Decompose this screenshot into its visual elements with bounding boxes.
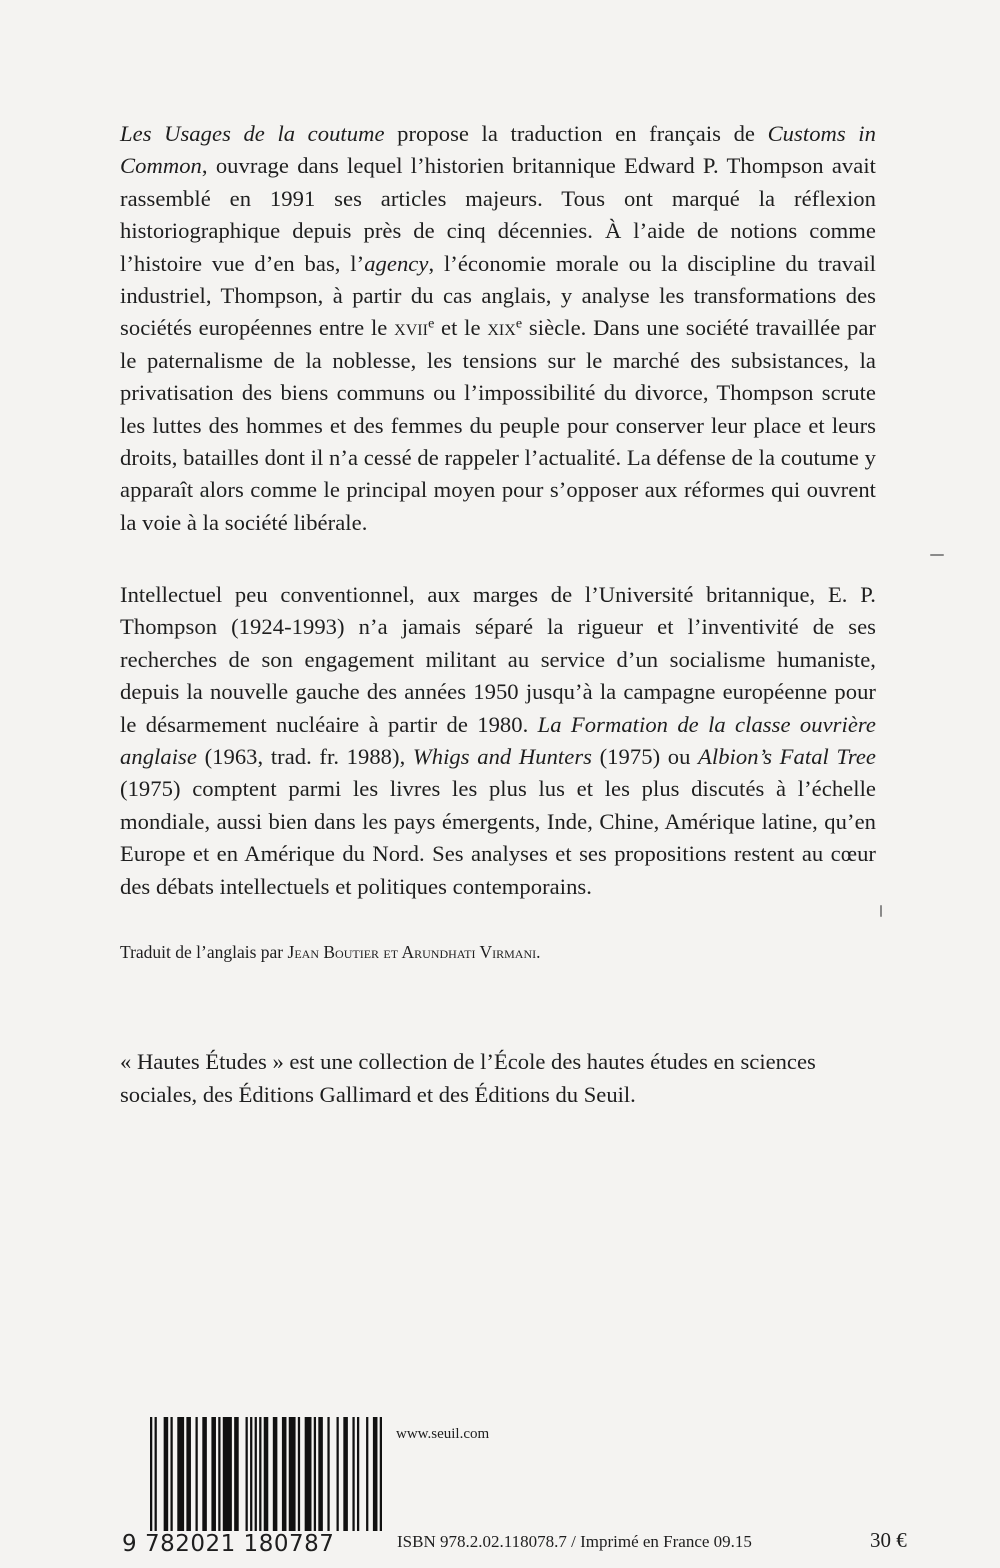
price: 30 € [870, 1528, 907, 1552]
barcode-bar [273, 1417, 278, 1531]
barcode-bar [164, 1417, 169, 1531]
barcode-bar [357, 1417, 359, 1531]
barcode-bar [150, 1417, 152, 1531]
translator-names: Jean Boutier et Arundhati Virmani. [287, 942, 541, 962]
barcode-bar [218, 1417, 220, 1531]
blurb-paragraph-1: Les Usages de la coutume propose la traduction en français de Customs in Common, ouvrage dans lequel l’historien britannique Edward P. Thompson avait rassemblé en 1991 ses articles majeurs. Tous ont marqué la réflexion historiographique depuis près de cinq décennies. À l’aide de notions comme l’histoire vue d’en bas, l’agency, l’économie morale ou la discipline du travail industriel, Thompson, à partir du cas anglais, y analyse les transformations des sociétés européennes entre le xvii$^e$ et le xix$^e$ siècle. Dans une société travaillée par le paternalisme de la noblesse, les tensions sur le marché des subsistances, la privatisation des biens communs ou l’impossibilité du divorce, Thompson scrute les luttes des hommes et des femmes du peuple pour conserver leur place et leurs droits, batailles dont il n’a cessé de rappeler l’actualité. La défense de la coutume y apparaît alors comme le principal moyen pour s’opposer aux réformes qui ouvrent la voie à la société libérale. [120, 121, 876, 535]
print-speck [930, 554, 944, 556]
barcode-bar [255, 1417, 257, 1531]
isbn-line: ISBN 978.2.02.118078.7 / Imprimé en France 09.15 [397, 1532, 752, 1551]
barcode-bar [246, 1417, 248, 1531]
barcode-bar [223, 1417, 232, 1531]
print-speck [880, 905, 882, 917]
barcode-bar [202, 1417, 207, 1531]
barcode-bar [234, 1417, 239, 1531]
barcode-bar [343, 1417, 348, 1531]
barcode-bar [366, 1417, 368, 1531]
barcode-bar [259, 1417, 261, 1531]
barcode-bar [298, 1417, 300, 1531]
barcode-bar [170, 1417, 172, 1531]
barcode-bar [314, 1417, 316, 1531]
barcode-bar [186, 1417, 191, 1531]
barcode-bar [327, 1417, 329, 1531]
barcode-bar [305, 1417, 312, 1531]
barcode-bar [282, 1417, 287, 1531]
book-title: Les Usages de la coutume [120, 121, 385, 146]
barcode-bar [250, 1417, 252, 1531]
publisher-website: www.seuil.com [396, 1426, 490, 1442]
barcode-bar [289, 1417, 296, 1531]
barcode-bar [155, 1417, 157, 1531]
blurb-paragraph-2: Intellectuel peu conventionnel, aux marges de l’Université britannique, E. P. Thompson (1924-1993) n’a jamais séparé la rigueur et l’inventivité de ses recherches de son engagement militant au service d’un socialisme humaniste, depuis la nouvelle gauche des années 1950 jusqu’à la campagne européenne pour le désarmement nucléaire à partir de 1980. La Formation de la classe ouvrière anglaise (1963, trad. fr. 1988), Whigs and Hunters (1975) ou Albion’s Fatal Tree (1975) comptent parmi les livres les plus lus et les plus discutés à l’échelle mondiale, aussi bien dans les pays émergents, Inde, Chine, Amérique latine, qu’en Europe et en Amérique du Nord. Ses analyses et ses propositions restent au cœur des débats intellectuels et politiques contemporains. [120, 582, 876, 899]
barcode-bar [318, 1417, 323, 1531]
barcode-bar [380, 1417, 382, 1531]
barcode-bar [264, 1417, 269, 1531]
barcode-bar [211, 1417, 216, 1531]
original-title: Customs in Common [120, 121, 876, 179]
barcode-bar [195, 1417, 197, 1531]
barcode-bar [337, 1417, 339, 1531]
barcode-bar [373, 1417, 378, 1531]
barcode-bar [177, 1417, 184, 1531]
barcode-digits: 9 782021 180787 [122, 1531, 335, 1557]
translator-credit: Traduit de l’anglais par Jean Boutier et Arundhati Virmani. [120, 942, 541, 962]
isbn-barcode [150, 1417, 382, 1531]
barcode-bar [352, 1417, 354, 1531]
collection-note: « Hautes Études » est une collection de l’École des hautes études en sciences sociales, des Éditions Gallimard et des Éditions du Seuil. [120, 1049, 816, 1107]
